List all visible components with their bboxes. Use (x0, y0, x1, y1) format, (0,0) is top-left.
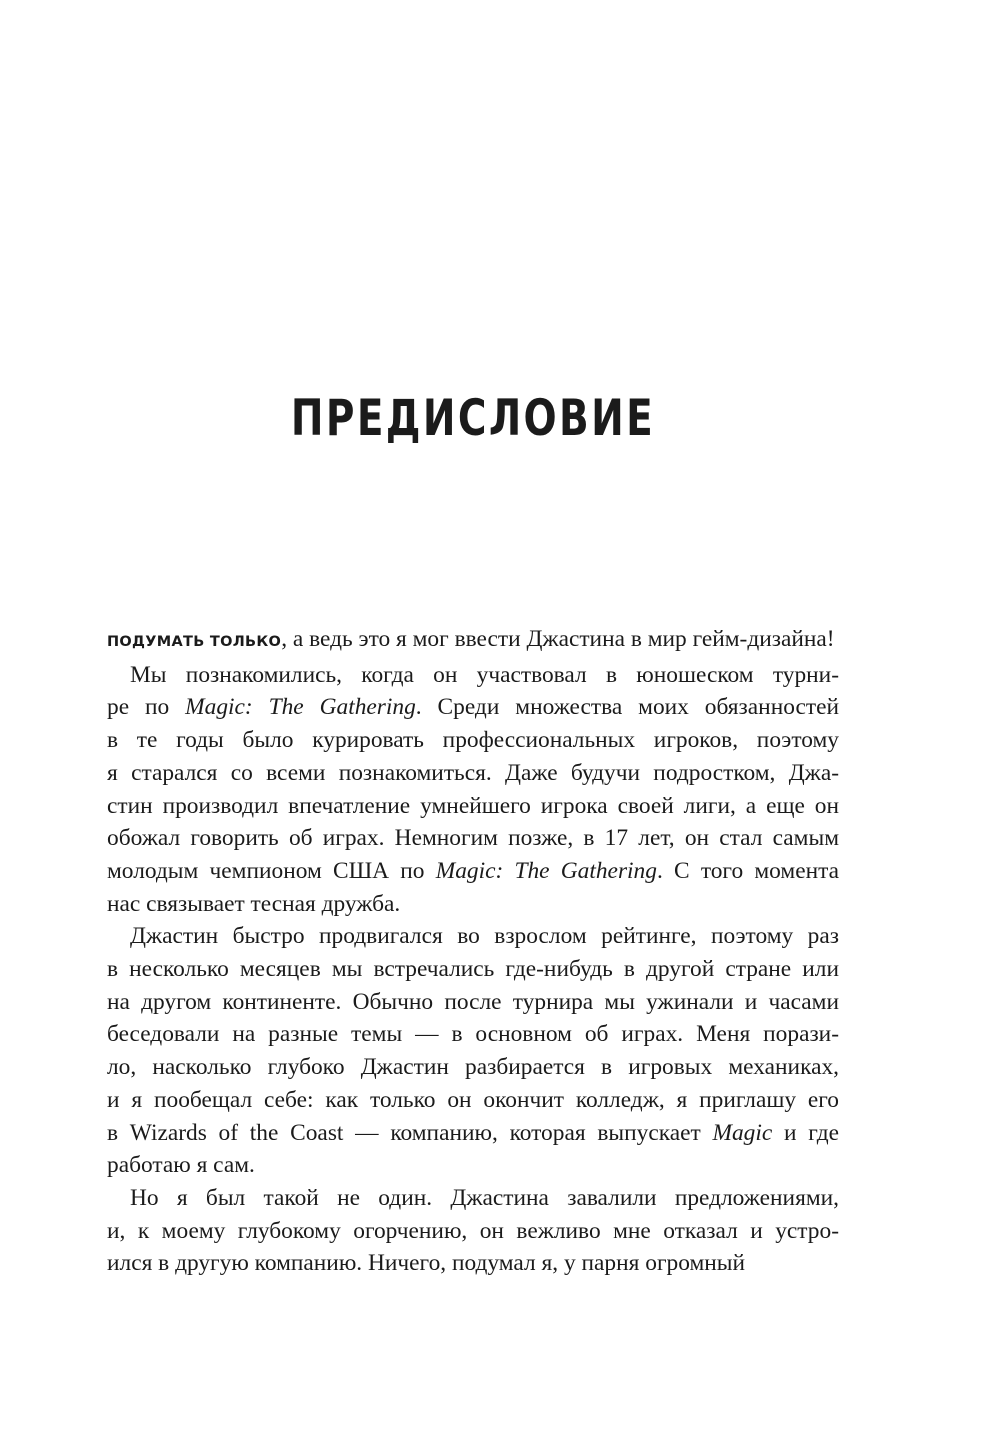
text-line: Но я был такой не один. Джастина завалили предложениями, (130, 1184, 839, 1211)
paragraph (107, 920, 839, 1182)
text-line: беседовали на разные темы — в основном об играх. Меня порази- (107, 1021, 839, 1048)
text-line: Джастин быстро продвигался во взрослом рейтинге, поэтому раз (130, 923, 839, 950)
body-text (107, 623, 839, 1280)
italic-title: Magic (712, 1119, 773, 1146)
text-line: молодым чемпионом США по Magic: The Gathering. С того момента (107, 857, 839, 884)
text-line: работаю я сам. (107, 1152, 255, 1179)
chapter-title: ПРЕДИСЛОВИЕ (290, 389, 656, 447)
text-line: и я пообещал себе: как только он окончит колледж, я приглашу его (107, 1086, 839, 1113)
text-line: в Wizards of the Coast — компанию, которая выпускает Magic и где (107, 1119, 839, 1146)
italic-title: Magic: The Gathering (185, 694, 416, 721)
text-line: Мы познакомились, когда он участвовал в юношеском турни- (130, 661, 839, 688)
text-line: на другом континенте. Обычно после турнира мы ужинали и часами (107, 988, 839, 1015)
paragraph (107, 623, 839, 659)
paragraph (107, 659, 839, 921)
text-line: ло, насколько глубоко Джастин разбирается в игровых механиках, (107, 1054, 839, 1081)
text-line: я старался со всеми познакомиться. Даже будучи подростком, Джа- (107, 759, 839, 786)
text-line: в те годы было курировать профессиональных игроков, поэтому (107, 727, 839, 754)
text-line: стин производил впечатление умнейшего игрока своей лиги, а еще он (107, 792, 839, 819)
text-line: обожал говорить об играх. Немногим позже, в 17 лет, он стал самым (107, 825, 839, 852)
paragraph (107, 1182, 839, 1280)
text-line: ре по Magic: The Gathering. Среди множества моих обязанностей (107, 694, 839, 721)
italic-title: Magic: The Gathering (435, 857, 657, 884)
text-line: нас связывает тесная дружба. (107, 890, 401, 917)
text-line: ился в другую компанию. Ничего, подумал я, у парня огромный (107, 1250, 746, 1277)
text-line: в несколько месяцев мы встречались где-нибудь в другой стране или (107, 956, 839, 983)
text-line: и, к моему глубокому огорчению, он вежливо мне отказал и устро- (107, 1217, 839, 1244)
lead-in-caps: ПОДУМАТЬ ТОЛЬКО (107, 634, 282, 650)
text-line: ПОДУМАТЬ ТОЛЬКО, а ведь это я мог ввести Джастина в мир гейм-дизайна! (107, 626, 835, 652)
